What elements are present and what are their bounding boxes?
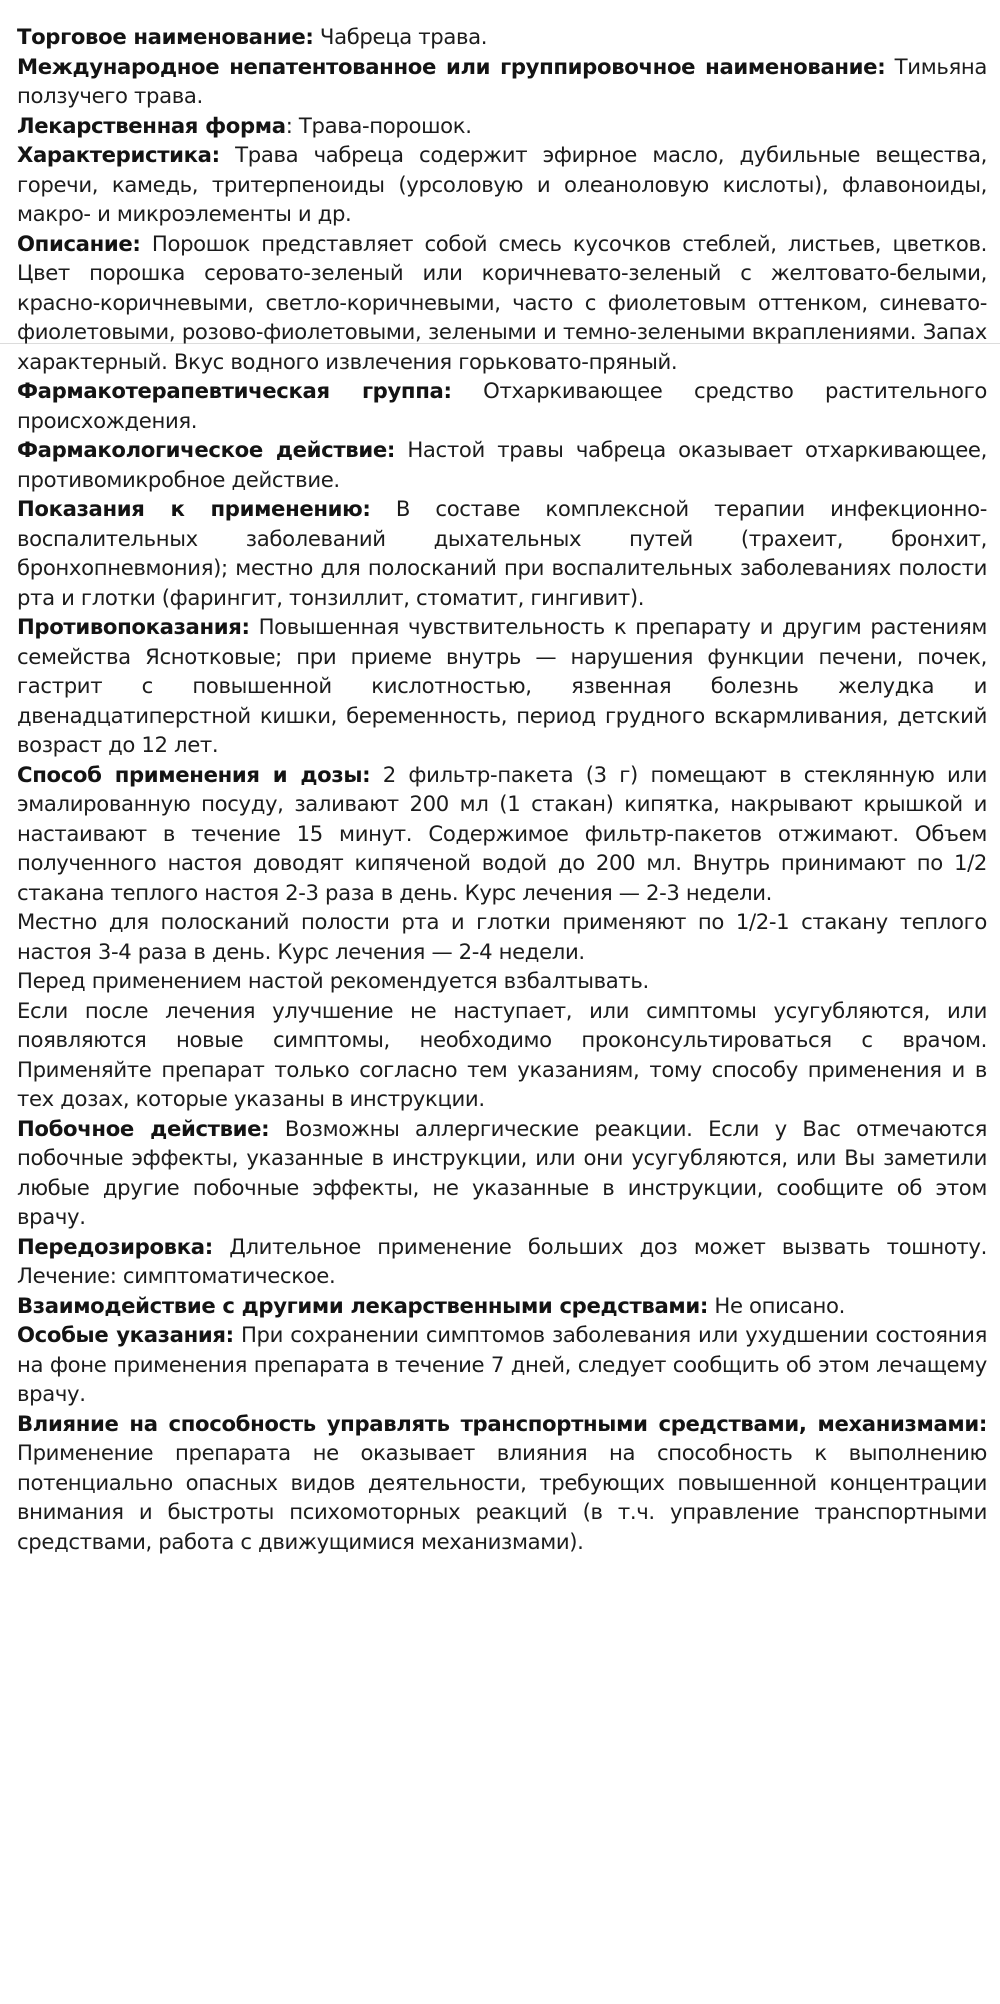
section-dosage-form: Лекарственная форма: Трава-порошок. xyxy=(17,112,472,138)
section-side-effects: Побочное действие: Возможны аллергические реакции. Если у Вас отмечаются побочные эффекты, указанные в инструкции, или они усугубляются, или Вы заметили любые другие побочные эффекты, не указанные в инструкции, сообщите об этом врачу. xyxy=(17,1115,988,1229)
section-driving-effect: Влияние на способность управлять транспортными средствами, механизмами: Применение препарата не оказывает влияния на способность к выполнению потенциально опасных видов деятельности, требующих повышенной концентрации внимания и быстроты психомоторных реакций (в т.ч. управление транспортными средствами, работа с движущимися механизмами). xyxy=(17,1410,987,1554)
section-trade-name: Торговое наименование: Чабреца трава. xyxy=(17,24,488,49)
section-interactions: Взаимодействие с другими лекарственными средствами: Не описано. xyxy=(17,1292,846,1318)
section-inn: Международное непатентованное или группировочное наименование: Тимьяна ползучего трава. xyxy=(17,53,987,108)
instruction-text xyxy=(17,22,987,1556)
section-dosage-shake: Перед применением настой рекомендуется взбалтывать. xyxy=(17,968,649,993)
section-indications: Показания к применению: В составе комплексной терапии инфекционно-воспалительных заболеваний дыхательных путей (трахеит, бронхит, бронхопневмония); местно для полосканий при воспалительных заболеваниях полости рта и глотки (фарингит, тонзиллит, стоматит, гингивит). xyxy=(17,496,987,610)
section-dosage: Способ применения и дозы: 2 фильтр-пакета (3 г) помещают в стеклянную или эмалированную посуду, заливают 200 мл (1 стакан) кипятка, накрывают крышкой и настаивают в течение 15 минут. Содержимое фильтр-пакетов отжимают. Объем полученного настоя доводят кипяченой водой до 200 мл. Внутрь принимают по 1/2 стакана теплого настоя 2-3 раза в день. Курс лечения — 2-3 недели. xyxy=(17,761,987,905)
section-dosage-consult: Если после лечения улучшение не наступает, или симптомы усугубляются, или появляются новые симптомы, необходимо проконсультироваться с врачом. Применяйте препарат только согласно тем указаниям, тому способу применения и в тех дозах, которые указаны в инструкции. xyxy=(17,997,987,1111)
section-description: Описание: Порошок представляет собой смесь кусочков стеблей, листьев, цветков. Цвет порошка серовато-зеленый или коричневато-зеленый с желтовато-белыми, красно-коричневыми, светло-коричневыми, часто с фиолетовым оттенком, синевато-фиолетовыми, розово-фиолетовыми, зелеными и темно-зелеными вкраплениями. Запах характерный. Вкус водного извлечения горьковато-пряный. xyxy=(17,230,987,374)
section-pharmacotherapeutic-group: Фармакотерапевтическая группа: Отхаркивающее средство растительного происхождения. xyxy=(17,378,987,433)
section-special-instructions: Особые указания: При сохранении симптомов заболевания или ухудшении состояния на фоне применения препарата в течение 7 дней, следует сообщить об этом лечащему врачу. xyxy=(17,1322,987,1406)
section-characteristics: Характеристика: Трава чабреца содержит эфирное масло, дубильные вещества, горечи, камедь, тритерпеноиды (урсоловую и олеаноловую кислоты), флавоноиды, макро- и микроэлементы и др. xyxy=(17,142,987,226)
section-dosage-local: Местно для полосканий полости рта и глотки применяют по 1/2-1 стакану теплого настоя 3-4 раза в день. Курс лечения — 2-4 недели. xyxy=(17,909,987,964)
section-pharmacological-action: Фармакологическое действие: Настой травы чабреца оказывает отхаркивающее, противомикробное действие. xyxy=(17,437,987,492)
section-overdose: Передозировка: Длительное применение больших доз может вызвать тошноту. Лечение: симптоматическое. xyxy=(17,1233,987,1288)
section-contraindications: Противопоказания: Повышенная чувствительность к препарату и другим растениям семейства Яснотковые; при приеме внутрь — нарушения функции печени, почек, гастрит с повышенной кислотностью, язвенная болезнь желудка и двенадцатиперстной кишки, беременность, период грудного вскармливания, детский возраст до 12 лет. xyxy=(17,614,987,757)
